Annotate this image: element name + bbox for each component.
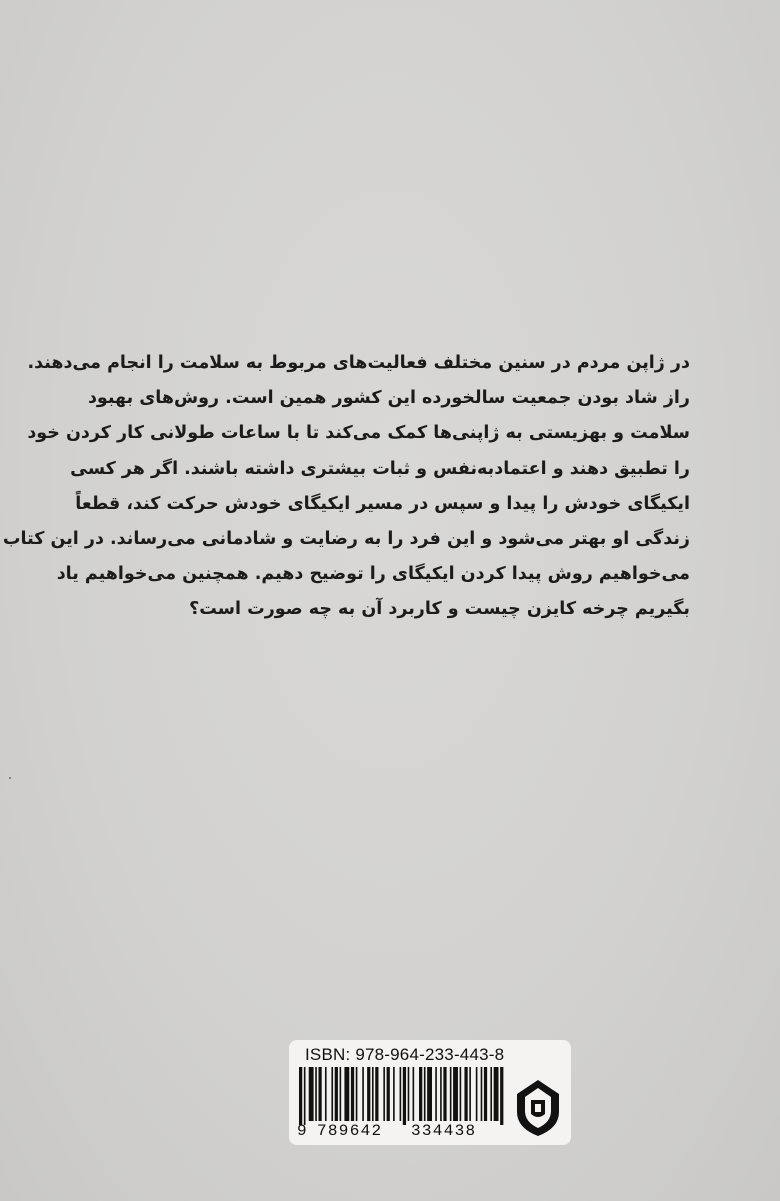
blurb-line: راز شاد بودن جمعیت سالخورده این کشور همین است. روش‌های بهبود (87, 388, 690, 409)
blurb-line: زندگی او بهتر می‌شود و این فرد را به رضایت و شادمانی می‌رساند. در این کتاب (2, 529, 690, 550)
barcode-bar (403, 1067, 406, 1125)
barcode-bar (351, 1067, 354, 1121)
barcode-bar (318, 1067, 321, 1121)
barcode-bar (453, 1067, 458, 1121)
barcode-bar (331, 1067, 333, 1121)
barcode-bar (356, 1067, 358, 1121)
barcode-bar (419, 1067, 422, 1121)
blurb-line: ایکیگای خودش را پیدا و سپس در مسیر ایکیگای خودش حرکت کند، قطعاً (75, 493, 690, 514)
barcode-bar (393, 1067, 395, 1121)
barcode-digits (297, 1122, 509, 1140)
barcode-digit-lead: 9 (297, 1122, 308, 1140)
barcode-bar (309, 1067, 314, 1121)
blurb-line: را تطبیق دهند و اعتمادبه‌نفس و ثبات بیشتری داشته باشند. اگر هر کسی (70, 458, 690, 479)
barcode-bar (400, 1067, 402, 1121)
publisher-logo-icon (513, 1078, 563, 1138)
barcode-bars (299, 1067, 505, 1125)
barcode-bar (304, 1067, 306, 1125)
barcode-bar (440, 1067, 442, 1121)
barcode-bar (490, 1067, 492, 1121)
barcode-bar (375, 1067, 378, 1121)
barcode-bar (383, 1067, 385, 1121)
barcode-bar (484, 1067, 487, 1121)
barcode-bar (481, 1067, 483, 1121)
blurb-line: بگیریم چرخه کایزن چیست و کاربرد آن به چه صورت است؟ (189, 599, 690, 620)
barcode-bar (367, 1067, 370, 1121)
barcode-bar (427, 1067, 432, 1121)
barcode-bar (464, 1067, 467, 1121)
barcode-bar (450, 1067, 452, 1121)
barcode-bar (500, 1067, 503, 1125)
barcode-bar (335, 1067, 338, 1121)
barcode-digit-group-left: 789642 (317, 1122, 383, 1140)
barcode-bar (387, 1067, 390, 1121)
barcode-bar (424, 1067, 426, 1121)
barcode-bar (340, 1067, 342, 1121)
barcode-bar (435, 1067, 437, 1121)
isbn-text: ISBN: 978-964-233-443-8 (305, 1045, 505, 1064)
barcode-bar (413, 1067, 415, 1121)
barcode-bar (443, 1067, 446, 1121)
barcode-bar (460, 1067, 462, 1121)
print-speck (9, 777, 11, 779)
barcode-bar (372, 1067, 374, 1121)
barcode-bar (299, 1067, 302, 1125)
book-blurb (2, 346, 690, 628)
barcode-digit-group-right: 334438 (411, 1122, 477, 1140)
barcode-bar (344, 1067, 349, 1121)
blurb-line: می‌خواهیم روش پیدا کردن ایکیگای را توضیح دهیم. همچنین می‌خواهیم یاد (56, 564, 690, 585)
blurb-line: در ژاپن مردم در سنین مختلف فعالیت‌های مربوط به سلامت را انجام می‌دهند. (27, 353, 690, 373)
barcode-bar (494, 1067, 499, 1121)
barcode-bar (362, 1067, 364, 1121)
barcode-bar (476, 1067, 478, 1121)
blurb-line: سلامت و بهزیستی به ژاپنی‌ها کمک می‌کند تا با ساعات طولانی کار کردن خود (27, 423, 690, 444)
barcode-label (289, 1040, 571, 1145)
barcode-bar (408, 1067, 410, 1121)
barcode-bar (469, 1067, 471, 1121)
barcode-bar (315, 1067, 317, 1121)
barcode-bar (325, 1067, 327, 1121)
